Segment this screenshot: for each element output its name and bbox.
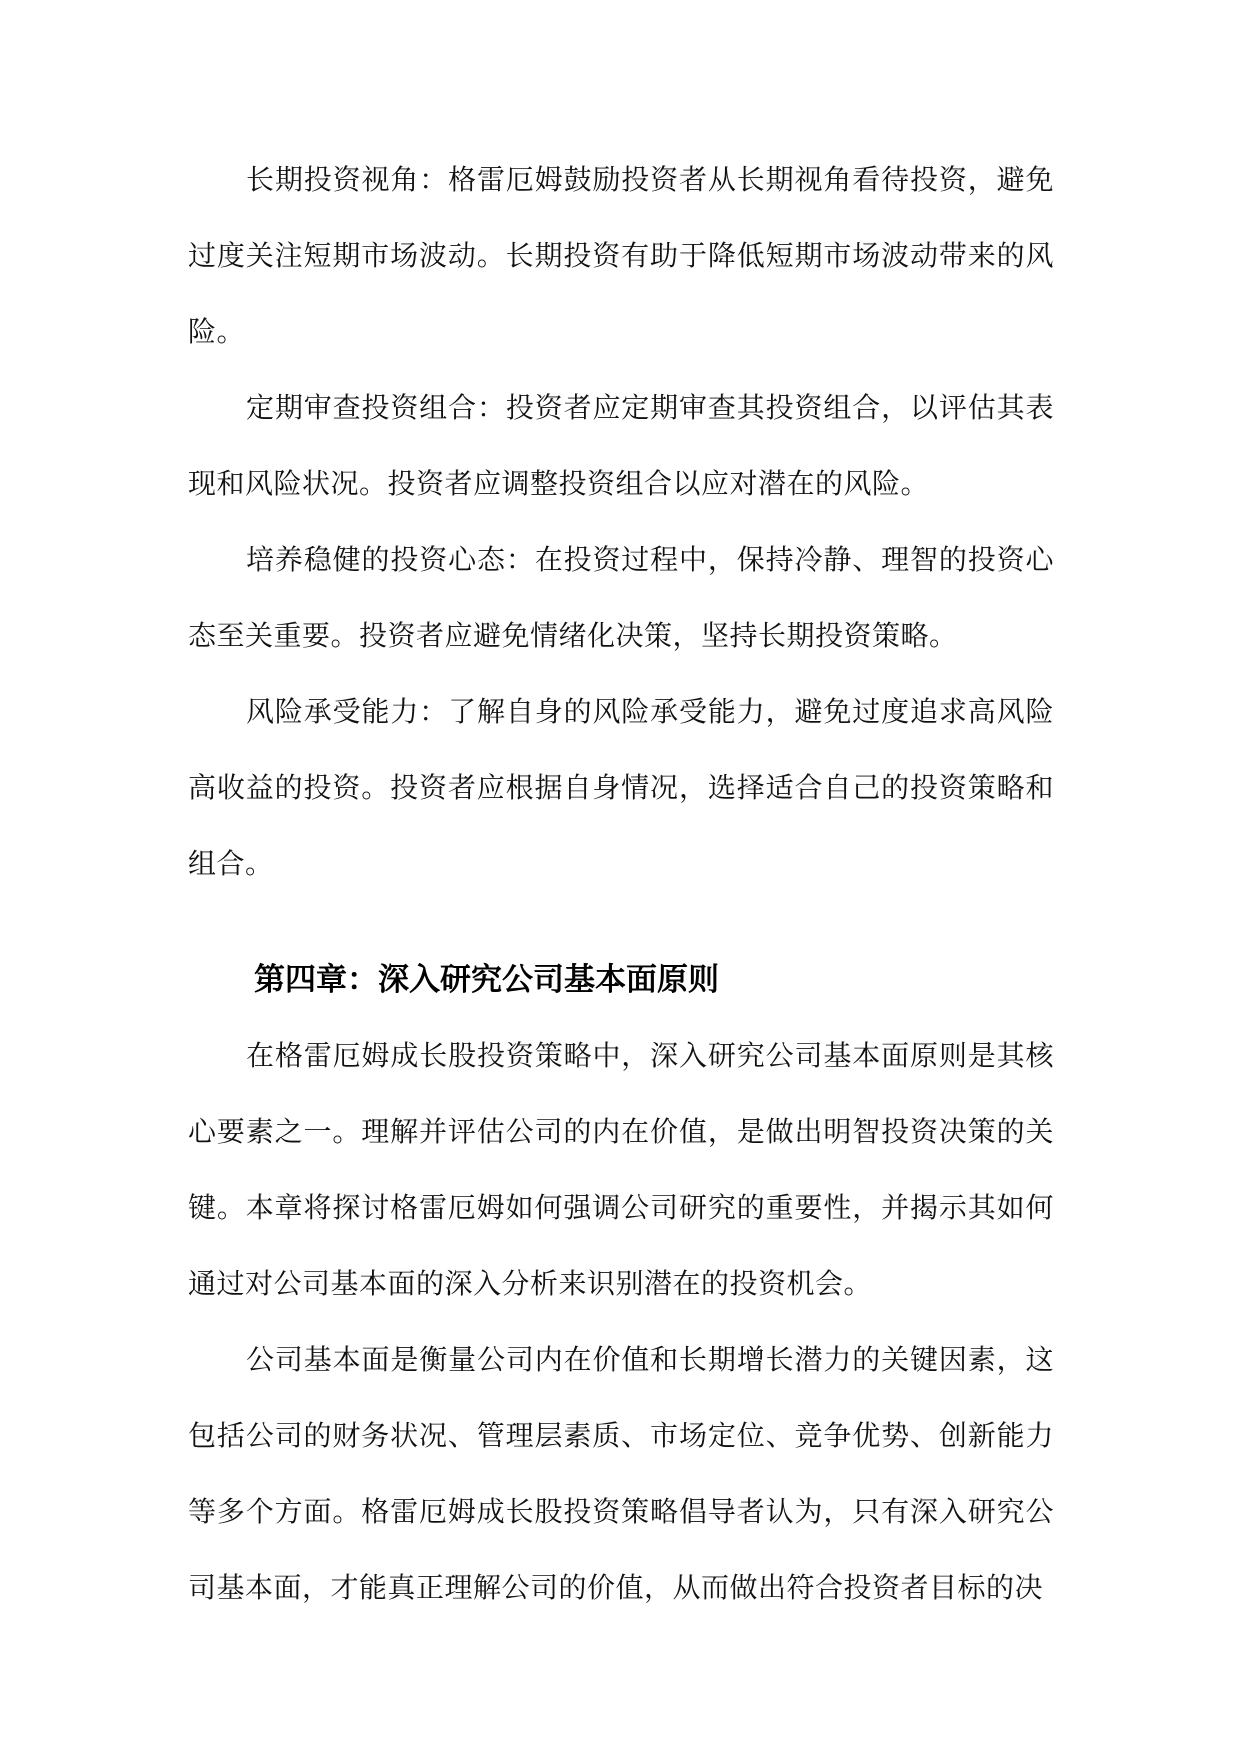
- paragraph-company-fundamentals: 公司基本面是衡量公司内在价值和长期增长潜力的关键因素，这包括公司的财务状况、管理层素质、市场定位、竞争优势、创新能力等多个方面。格雷厄姆成长股投资策略倡导者认为，只有深入研究公司基本面，才能真正理解公司的价值，从而做出符合投资者目标的决: [188, 1343, 1054, 1604]
- paragraph-risk-tolerance: 风险承受能力：了解自身的风险承受能力，避免过度追求高风险高收益的投资。投资者应根据自身情况，选择适合自己的投资策略和组合。: [188, 695, 1054, 880]
- paragraph-portfolio-review: 定期审查投资组合：投资者应定期审查其投资组合，以评估其表现和风险状况。投资者应调整投资组合以应对潜在的风险。: [188, 391, 1054, 500]
- chapter-heading: 第四章：深入研究公司基本面原则: [254, 962, 719, 998]
- document-body: [188, 142, 1054, 1626]
- paragraph-chapter-intro: 在格雷厄姆成长股投资策略中，深入研究公司基本面原则是其核心要素之一。理解并评估公司的内在价值，是做出明智投资决策的关键。本章将探讨格雷厄姆如何强调公司研究的重要性，并揭示其如何通过对公司基本面的深入分析来识别潜在的投资机会。: [188, 1039, 1054, 1300]
- paragraph-long-term-perspective: 长期投资视角：格雷厄姆鼓励投资者从长期视角看待投资，避免过度关注短期市场波动。长期投资有助于降低短期市场波动带来的风险。: [188, 163, 1054, 348]
- paragraph-investment-mindset: 培养稳健的投资心态：在投资过程中，保持冷静、理智的投资心态至关重要。投资者应避免情绪化决策，坚持长期投资策略。: [188, 543, 1054, 652]
